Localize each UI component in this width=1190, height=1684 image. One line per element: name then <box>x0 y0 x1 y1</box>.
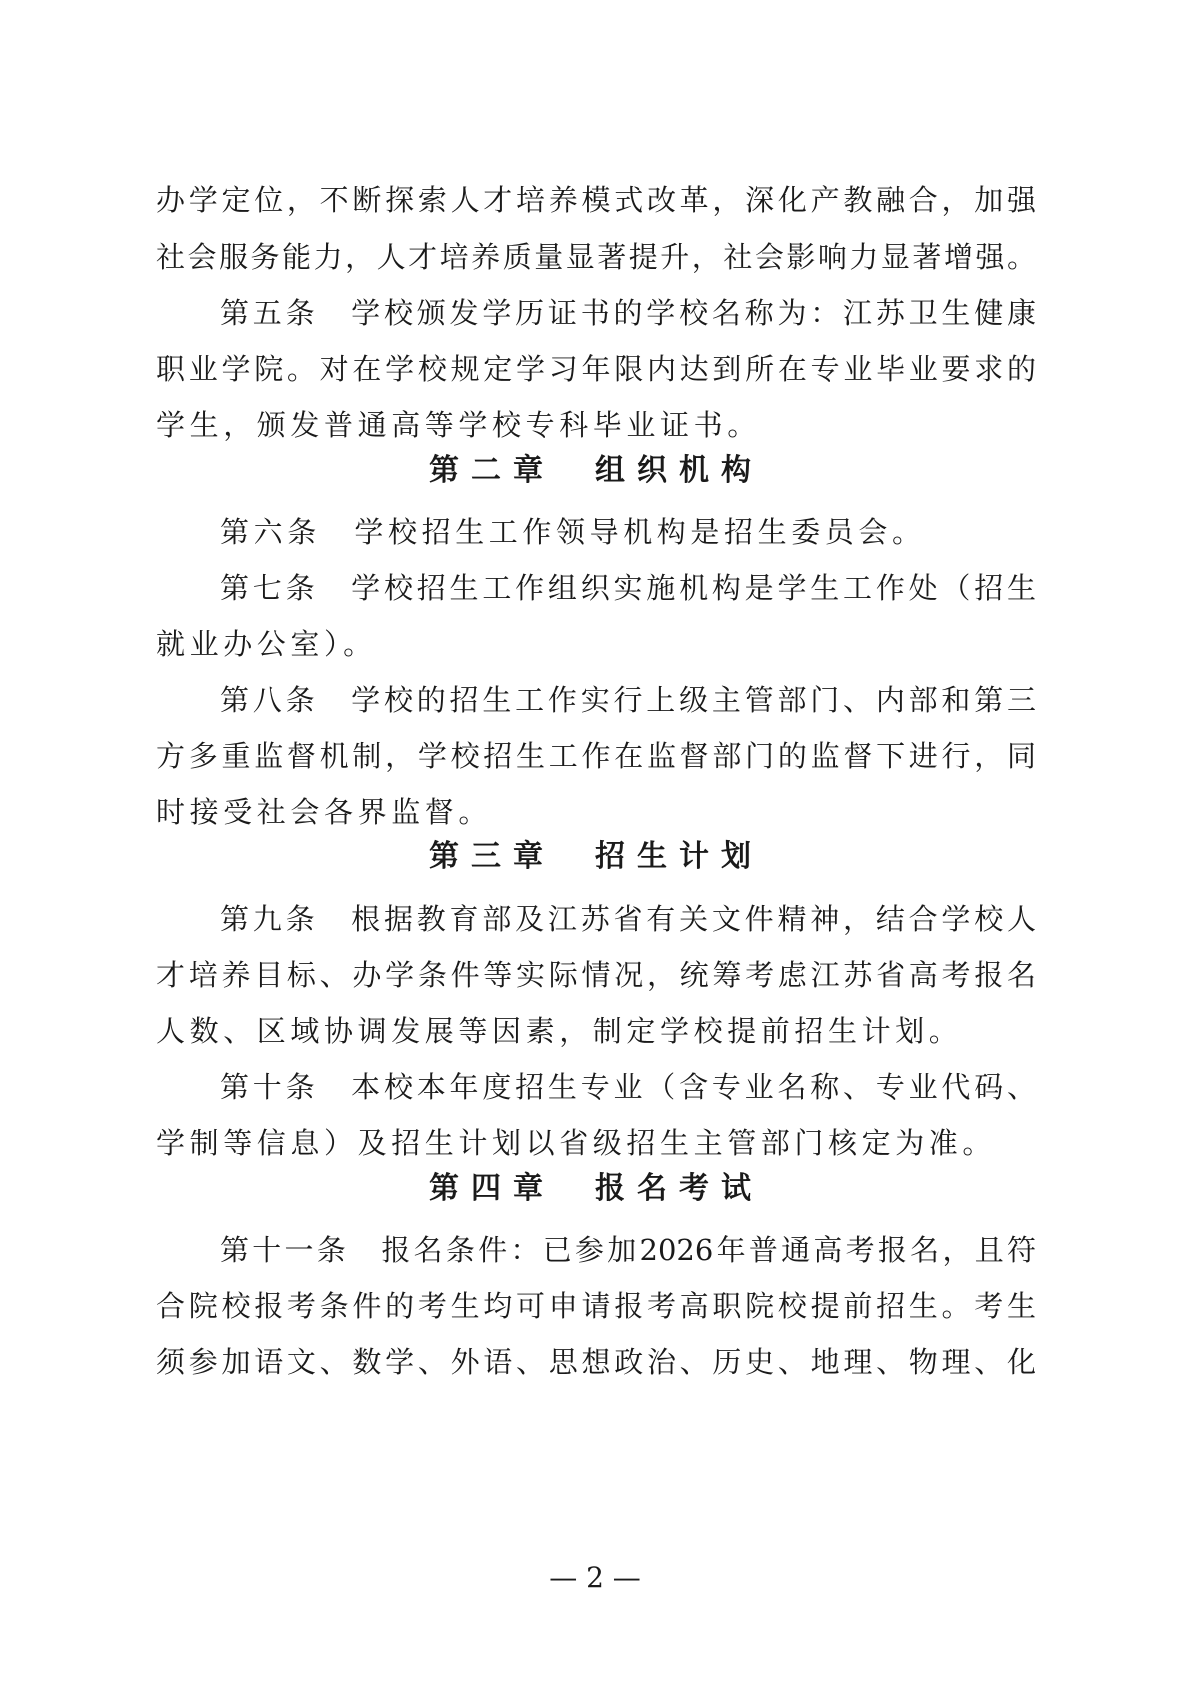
article-11-line: 第十一条 报名条件：已参加2026年普通高考报名，且符 <box>220 1233 1036 1267</box>
chapter-3-heading <box>156 835 1036 879</box>
article-7-line: 第七条 学校招生工作组织实施机构是学生工作处（招生 <box>220 571 1036 605</box>
text-line: 社会服务能力，人才培养质量显著提升，社会影响力显著增强。 <box>156 240 1036 274</box>
text-line: 人数、区域协调发展等因素，制定学校提前招生计划。 <box>156 1014 963 1048</box>
text-line: 时接受社会各界监督。 <box>156 795 493 829</box>
article-8-line: 第八条 学校的招生工作实行上级主管部门、内部和第三 <box>220 683 1036 717</box>
text-line: 合院校报考条件的考生均可申请报考高职院校提前招生。考生 <box>156 1289 1036 1323</box>
page-number: — 2 — <box>549 1561 641 1594</box>
text-line: 方多重监督机制，学校招生工作在监督部门的监督下进行，同 <box>156 739 1036 773</box>
chapter-title: 招生计划 <box>595 839 763 874</box>
chapter-title: 报名考试 <box>595 1171 763 1206</box>
text-line: 须参加语文、数学、外语、思想政治、历史、地理、物理、化 <box>156 1345 1036 1379</box>
chapter-4-heading <box>156 1167 1036 1211</box>
article-6-line: 第六条 学校招生工作领导机构是招生委员会。 <box>220 515 926 549</box>
text-line: 学生，颁发普通高等学校专科毕业证书。 <box>156 408 761 442</box>
article-10-line: 第十条 本校本年度招生专业（含专业名称、专业代码、 <box>220 1070 1036 1104</box>
chapter-2-heading <box>156 449 1036 493</box>
chapter-title: 组织机构 <box>595 453 763 488</box>
text-line: 才培养目标、办学条件等实际情况，统筹考虑江苏省高考报名 <box>156 958 1036 992</box>
text-line: 学制等信息）及招生计划以省级招生主管部门核定为准。 <box>156 1126 997 1160</box>
chapter-number: 第四章 <box>429 1171 555 1206</box>
article-9-line: 第九条 根据教育部及江苏省有关文件精神，结合学校人 <box>220 902 1036 936</box>
chapter-number: 第二章 <box>429 453 555 488</box>
text-line: 职业学院。对在学校规定学习年限内达到所在专业毕业要求的 <box>156 352 1036 386</box>
text-line: 办学定位，不断探索人才培养模式改革，深化产教融合，加强 <box>156 183 1036 217</box>
chapter-number: 第三章 <box>429 839 555 874</box>
article-5-line: 第五条 学校颁发学历证书的学校名称为：江苏卫生健康 <box>220 296 1036 330</box>
text-line: 就业办公室）。 <box>156 627 377 661</box>
